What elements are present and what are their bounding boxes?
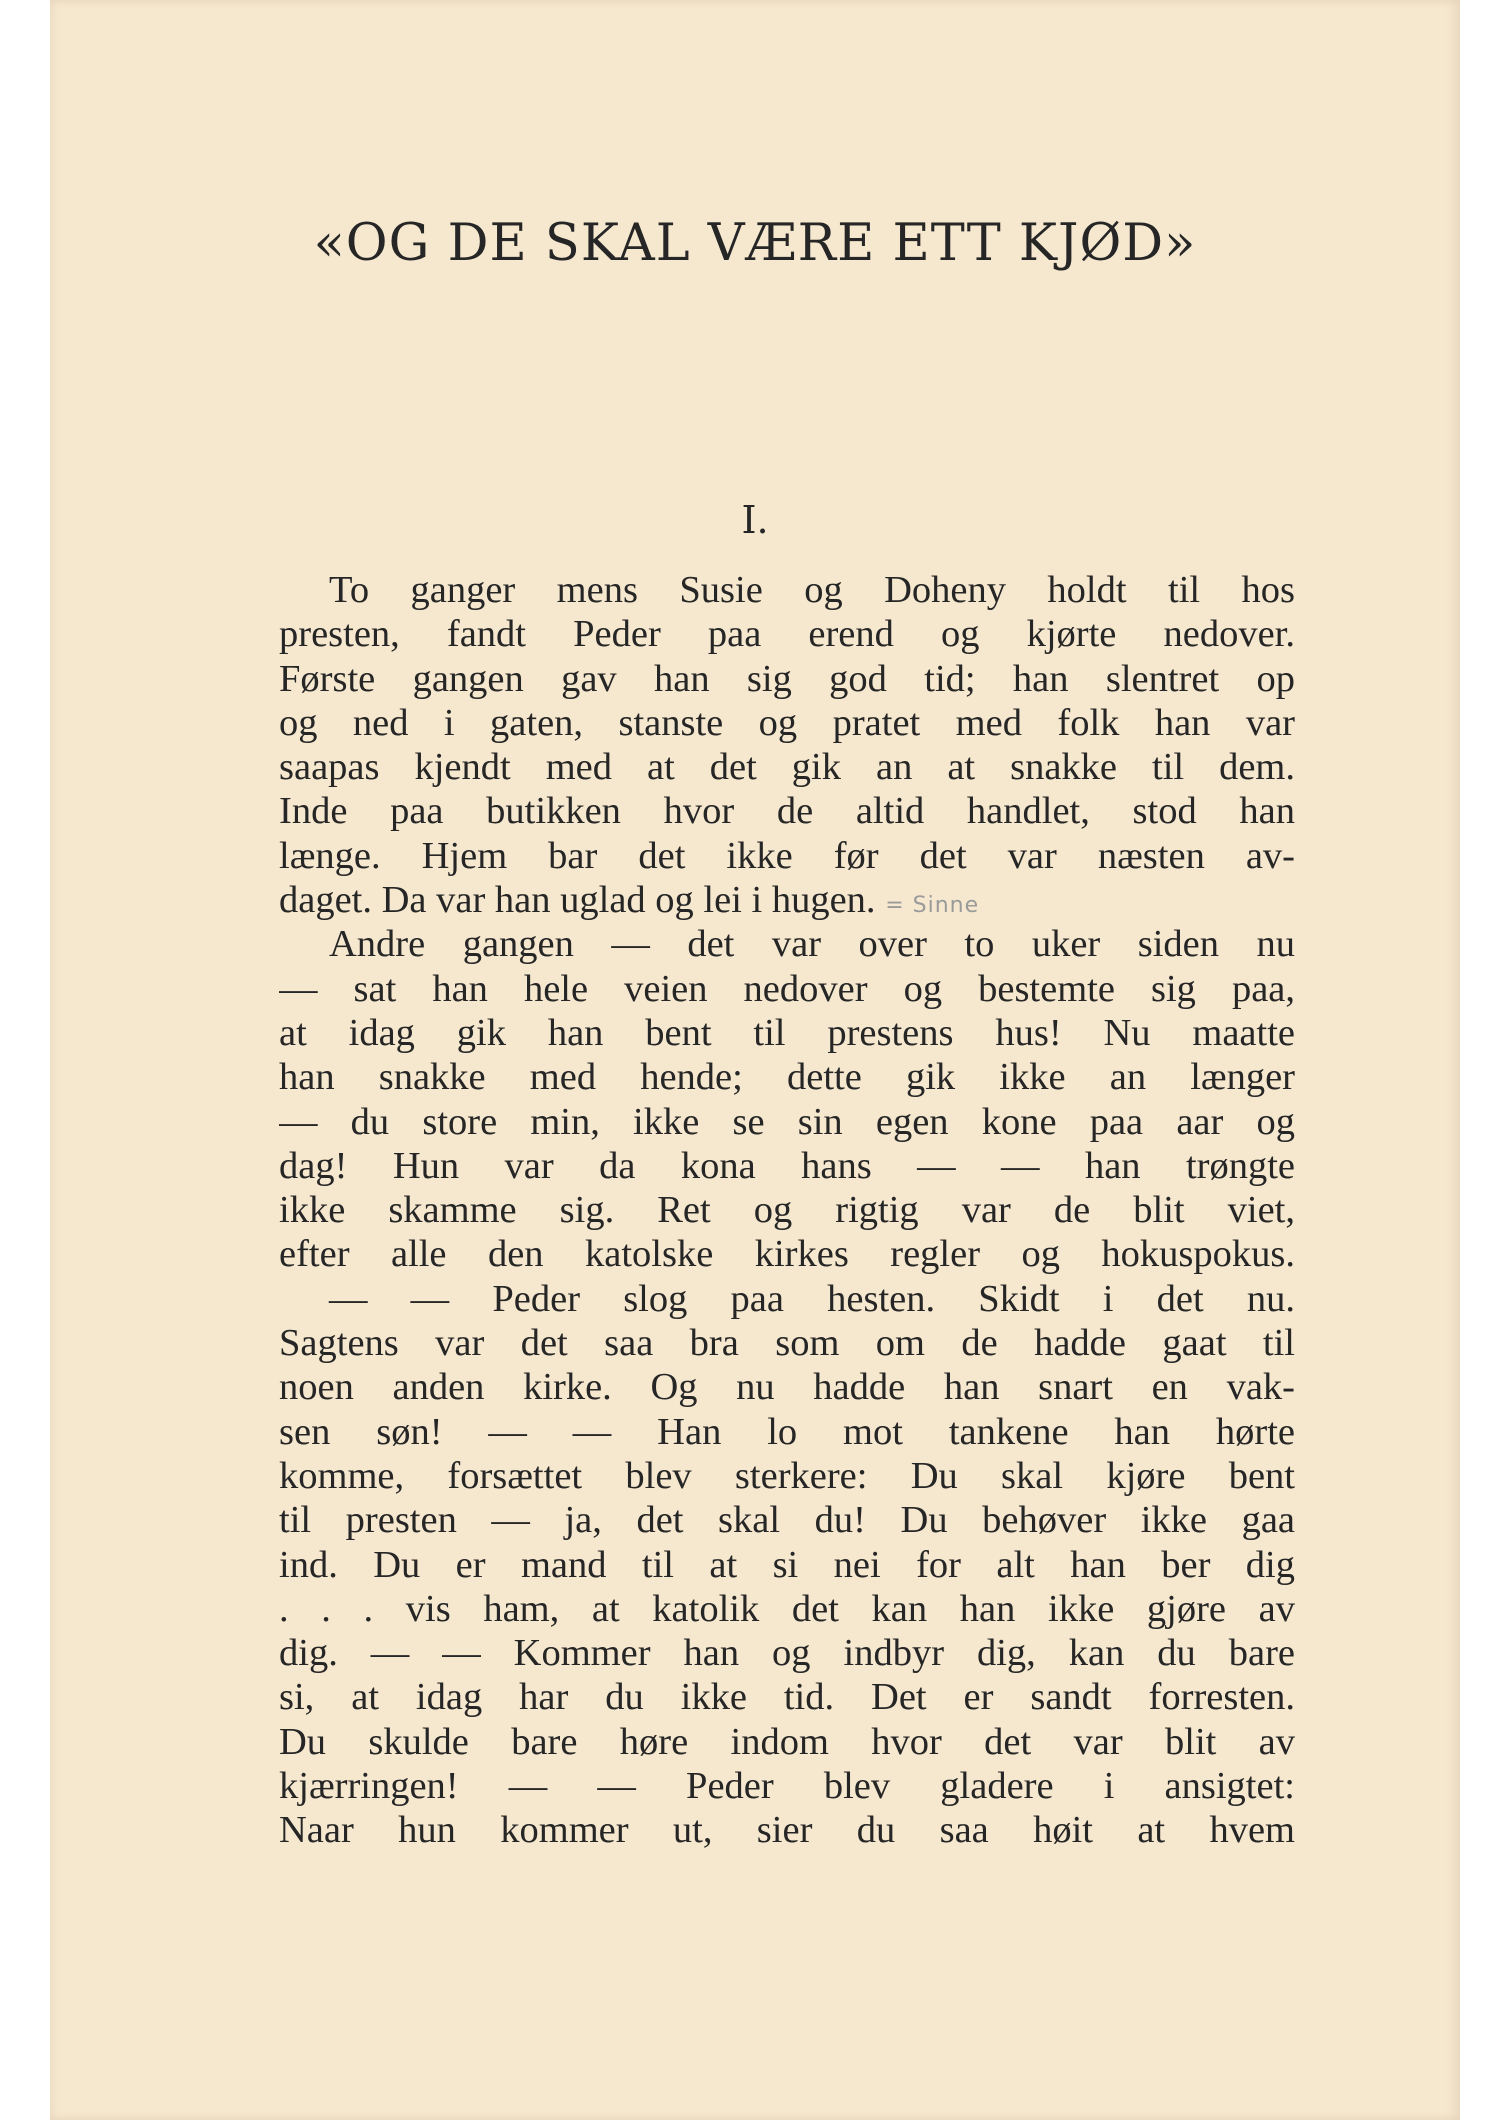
text-line: Første gangen gav han sig god tid; han slentret op bbox=[279, 657, 1295, 700]
text-line: Andre gangen — det var over to uker siden nu bbox=[329, 923, 1295, 966]
handwritten-margin-note: = Sinne bbox=[885, 893, 980, 919]
text-line: presten, fandt Peder paa erend og kjørte nedover. bbox=[279, 613, 1295, 656]
text-line: længe. Hjem bar det ikke før det var næsten av- bbox=[279, 834, 1295, 877]
text-line: saapas kjendt med at det gik an at snakke til dem. bbox=[279, 746, 1295, 789]
text-line: Sagtens var det saa bra som om de hadde gaat til bbox=[279, 1322, 1295, 1365]
text-line: ind. Du er mand til at si nei for alt han ber dig bbox=[279, 1543, 1295, 1586]
text-line: dag! Hun var da kona hans — — han trøngte bbox=[279, 1144, 1295, 1187]
text-line: og ned i gaten, stanste og pratet med folk han var bbox=[279, 701, 1295, 744]
text-line: si, at idag har du ikke tid. Det er sandt forresten. bbox=[279, 1676, 1295, 1719]
text-line: Du skulde bare høre indom hvor det var blit av bbox=[279, 1720, 1295, 1763]
text-line: — du store min, ikke se sin egen kone paa aar og bbox=[279, 1100, 1295, 1143]
text-line-with-note bbox=[279, 878, 1295, 922]
text-line: noen anden kirke. Og nu hadde han snart en vak- bbox=[279, 1366, 1295, 1409]
text-line-segment: daget. Da var han uglad og lei i hugen. bbox=[279, 879, 876, 922]
text-line: Naar hun kommer ut, sier du saa høit at hvem bbox=[279, 1809, 1295, 1852]
text-line: . . . vis ham, at katolik det kan han ikke gjøre av bbox=[279, 1587, 1295, 1630]
body-text bbox=[279, 568, 1295, 1853]
text-line: komme, forsættet blev sterkere: Du skal kjøre bent bbox=[279, 1454, 1295, 1497]
text-line: Inde paa butikken hvor de altid handlet, stod han bbox=[279, 790, 1295, 833]
text-line: — sat han hele veien nedover og bestemte sig paa, bbox=[279, 967, 1295, 1010]
text-line: at idag gik han bent til prestens hus! Nu maatte bbox=[279, 1011, 1295, 1054]
text-line: kjærringen! — — Peder blev gladere i ansigtet: bbox=[279, 1765, 1295, 1808]
text-line: efter alle den katolske kirkes regler og hokuspokus. bbox=[279, 1233, 1295, 1276]
text-line: ikke skamme sig. Ret og rigtig var de blit viet, bbox=[279, 1189, 1295, 1232]
text-line: — — Peder slog paa hesten. Skidt i det nu. bbox=[329, 1277, 1295, 1320]
chapter-number: I. bbox=[741, 498, 769, 542]
text-line: dig. — — Kommer han og indbyr dig, kan du bare bbox=[279, 1632, 1295, 1675]
chapter-title: «OG DE SKAL VÆRE ETT KJØD» bbox=[313, 214, 1197, 273]
book-page bbox=[50, 0, 1460, 2120]
text-line: til presten — ja, det skal du! Du behøver ikke gaa bbox=[279, 1499, 1295, 1542]
text-line: han snakke med hende; dette gik ikke an længer bbox=[279, 1056, 1295, 1099]
text-line: To ganger mens Susie og Doheny holdt til hos bbox=[329, 569, 1295, 611]
text-line: sen søn! — — Han lo mot tankene han hørte bbox=[279, 1410, 1295, 1453]
